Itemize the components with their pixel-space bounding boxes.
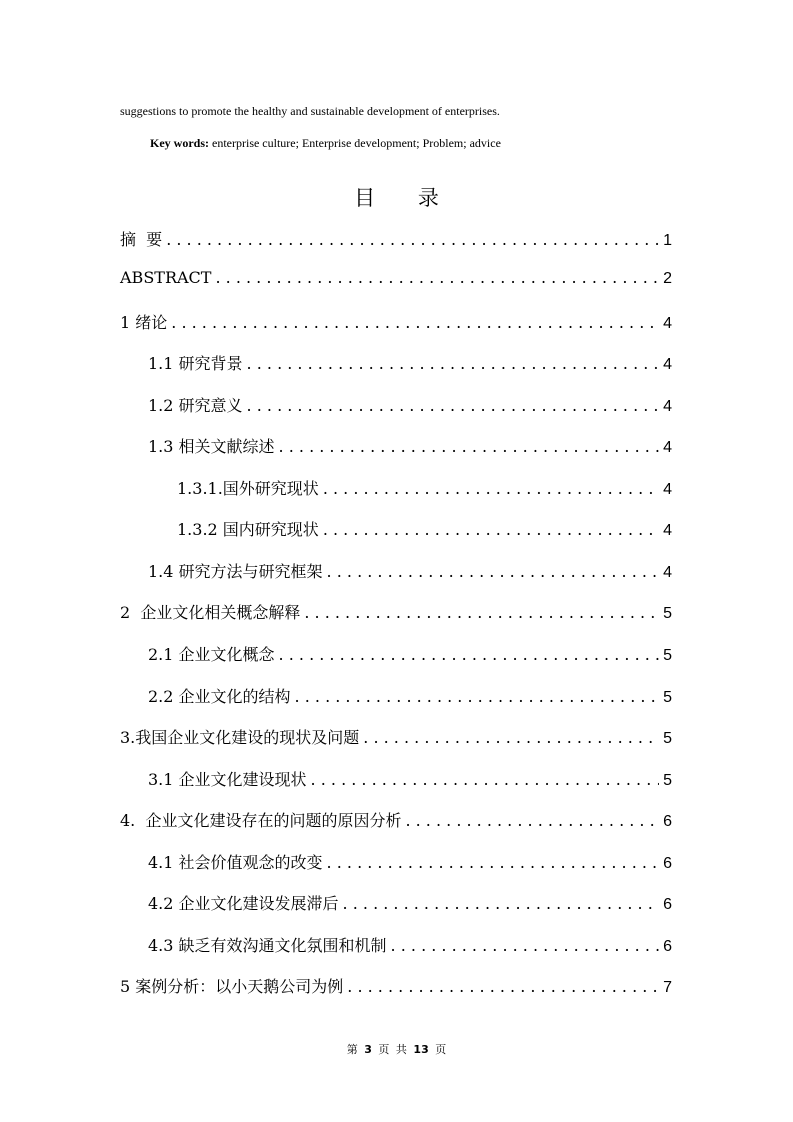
- toc-entry-label: 1.1 研究背景: [148, 354, 243, 373]
- toc-entry-label: 3.我国企业文化建设的现状及问题: [120, 728, 360, 747]
- toc-leader-dots: [311, 770, 660, 789]
- toc-entry-label: ABSTRACT: [120, 268, 212, 287]
- toc-entry-label: 1 绪论: [120, 313, 168, 332]
- toc-entry-page: 6: [663, 813, 672, 830]
- toc-entry-label: 1.4 研究方法与研究框架: [148, 562, 323, 581]
- toc-entry[interactable]: [148, 393, 672, 417]
- toc-leader-dots: [391, 936, 660, 955]
- toc-entry-label: 3.1 企业文化建设现状: [148, 770, 307, 789]
- toc-entry[interactable]: [148, 434, 672, 458]
- toc-leader-dots: [295, 687, 660, 706]
- footer-prefix: 第: [346, 1043, 358, 1056]
- toc-entry[interactable]: [148, 850, 672, 874]
- toc-entry-label: 4.1 社会价值观念的改变: [148, 853, 323, 872]
- toc-leader-dots: [327, 562, 660, 581]
- toc-entry[interactable]: [120, 227, 672, 251]
- abstract-tail-text: suggestions to promote the healthy and sustainable development of enterprises.: [120, 104, 500, 118]
- toc-entry-page: 4: [663, 522, 672, 539]
- toc-entry-label: 摘 要: [120, 230, 163, 249]
- toc-entry[interactable]: [177, 476, 672, 500]
- toc-leader-dots: [247, 354, 660, 373]
- toc-leader-dots: [166, 230, 659, 249]
- toc-entry[interactable]: [120, 310, 672, 334]
- toc-entry[interactable]: [120, 974, 672, 998]
- toc-entry-page: 4: [663, 315, 672, 332]
- toc-entry-label: 2.2 企业文化的结构: [148, 687, 291, 706]
- toc-entry-page: 4: [663, 356, 672, 373]
- footer-current-page: 3: [364, 1043, 372, 1056]
- toc-leader-dots: [279, 437, 660, 456]
- toc-entry[interactable]: [148, 767, 672, 791]
- toc-leader-dots: [343, 894, 660, 913]
- toc-leader-dots: [327, 853, 660, 872]
- footer-middle: 页 共: [378, 1043, 407, 1056]
- toc-entry[interactable]: [148, 351, 672, 375]
- toc-title: 目 录: [354, 186, 457, 210]
- toc-entry[interactable]: [148, 684, 672, 708]
- toc-entry-page: 6: [663, 938, 672, 955]
- toc-entry[interactable]: [177, 517, 672, 541]
- toc-entry-label: 1.3.1.国外研究现状: [177, 479, 319, 498]
- toc-entry[interactable]: [120, 725, 672, 749]
- page-footer: [0, 1041, 793, 1057]
- toc-entry-label: 4.2 企业文化建设发展滞后: [148, 894, 339, 913]
- toc-entry-label: 2.1 企业文化概念: [148, 645, 275, 664]
- toc-entry[interactable]: [148, 642, 672, 666]
- toc-leader-dots: [363, 728, 659, 747]
- toc-entry-page: 4: [663, 398, 672, 415]
- toc-leader-dots: [279, 645, 660, 664]
- toc-leader-dots: [215, 268, 659, 287]
- toc-entry-page: 2: [663, 270, 672, 287]
- toc-entry-page: 5: [663, 730, 672, 747]
- toc-leader-dots: [171, 313, 659, 332]
- toc-entry-page: 6: [663, 855, 672, 872]
- footer-total-pages: 13: [413, 1043, 429, 1056]
- toc-leader-dots: [304, 603, 659, 622]
- toc-entry-page: 4: [663, 481, 672, 498]
- toc-entry-label: 1.3 相关文献综述: [148, 437, 275, 456]
- toc-entry[interactable]: [148, 559, 672, 583]
- toc-entry[interactable]: [120, 600, 672, 624]
- keywords-label: Key words:: [150, 136, 209, 150]
- toc-entry[interactable]: [148, 891, 672, 915]
- toc-entry-label: 1.3.2 国内研究现状: [177, 520, 319, 539]
- toc-entry[interactable]: [148, 933, 672, 957]
- toc-leader-dots: [323, 479, 659, 498]
- toc-entry-page: 4: [663, 439, 672, 456]
- toc-entry-page: 5: [663, 689, 672, 706]
- toc-entry[interactable]: [120, 268, 672, 292]
- keywords-line: [150, 136, 501, 151]
- toc-entry-label: 1.2 研究意义: [148, 396, 243, 415]
- toc-leader-dots: [323, 520, 659, 539]
- footer-suffix: 页: [435, 1043, 447, 1056]
- toc-leader-dots: [247, 396, 660, 415]
- toc-entry-page: 7: [663, 979, 672, 996]
- toc-entry-page: 5: [663, 605, 672, 622]
- keywords-text: enterprise culture; Enterprise development; Problem; advice: [212, 136, 501, 150]
- toc-entry-page: 5: [663, 772, 672, 789]
- toc-entry-page: 5: [663, 647, 672, 664]
- toc-entry-label: 5 案例分析：以小天鹅公司为例: [120, 977, 344, 996]
- toc-entry-label: 2 企业文化相关概念解释: [120, 603, 301, 622]
- toc-entry-label: 4. 企业文化建设存在的问题的原因分析: [120, 811, 402, 830]
- toc-entry-page: 4: [663, 564, 672, 581]
- toc-entry[interactable]: [120, 808, 672, 832]
- toc-entry-page: 6: [663, 896, 672, 913]
- toc-leader-dots: [347, 977, 659, 996]
- toc-entry-label: 4.3 缺乏有效沟通文化氛围和机制: [148, 936, 387, 955]
- toc-leader-dots: [405, 811, 659, 830]
- toc-entry-page: 1: [663, 232, 672, 249]
